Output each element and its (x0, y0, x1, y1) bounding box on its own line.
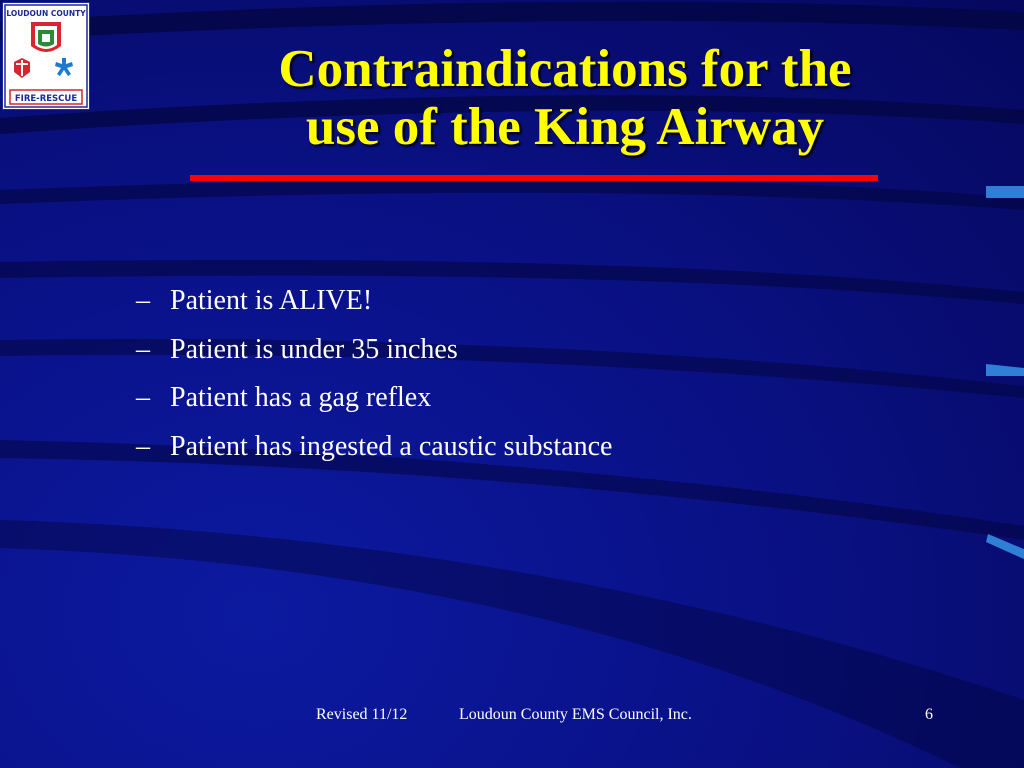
list-item (136, 333, 612, 382)
footer-revision: Revised 11/12 (316, 706, 408, 723)
fire-rescue-logo (2, 2, 90, 110)
title-line-1: Contraindications for the (278, 40, 852, 98)
bullet-text: Patient has a gag reflex (170, 382, 432, 414)
slide-title (190, 40, 940, 156)
title-underline (190, 175, 878, 181)
svg-text:LOUDOUN COUNTY: LOUDOUN COUNTY (6, 9, 86, 18)
title-line-2: use of the King Airway (305, 98, 825, 156)
bullet-text: Patient is ALIVE! (170, 285, 373, 316)
bullet-dash: – (136, 431, 150, 463)
svg-text:FIRE-RESCUE: FIRE-RESCUE (14, 94, 78, 104)
list-item (136, 284, 612, 333)
bullet-text: Patient is under 35 inches (170, 333, 458, 365)
right-edge-accent (986, 186, 1024, 198)
footer-page-number: 6 (925, 706, 933, 723)
bullet-dash: – (136, 333, 150, 365)
list-item (136, 381, 612, 430)
list-item (136, 430, 612, 479)
bullet-dash: – (136, 285, 150, 316)
bullet-list (136, 284, 612, 479)
bullet-dash: – (136, 382, 150, 414)
bullet-text: Patient has ingested a caustic substance (170, 431, 613, 463)
right-edge-accent (986, 364, 1024, 376)
footer-organization: Loudoun County EMS Council, Inc. (459, 706, 692, 723)
right-edge-accent (986, 532, 1024, 560)
